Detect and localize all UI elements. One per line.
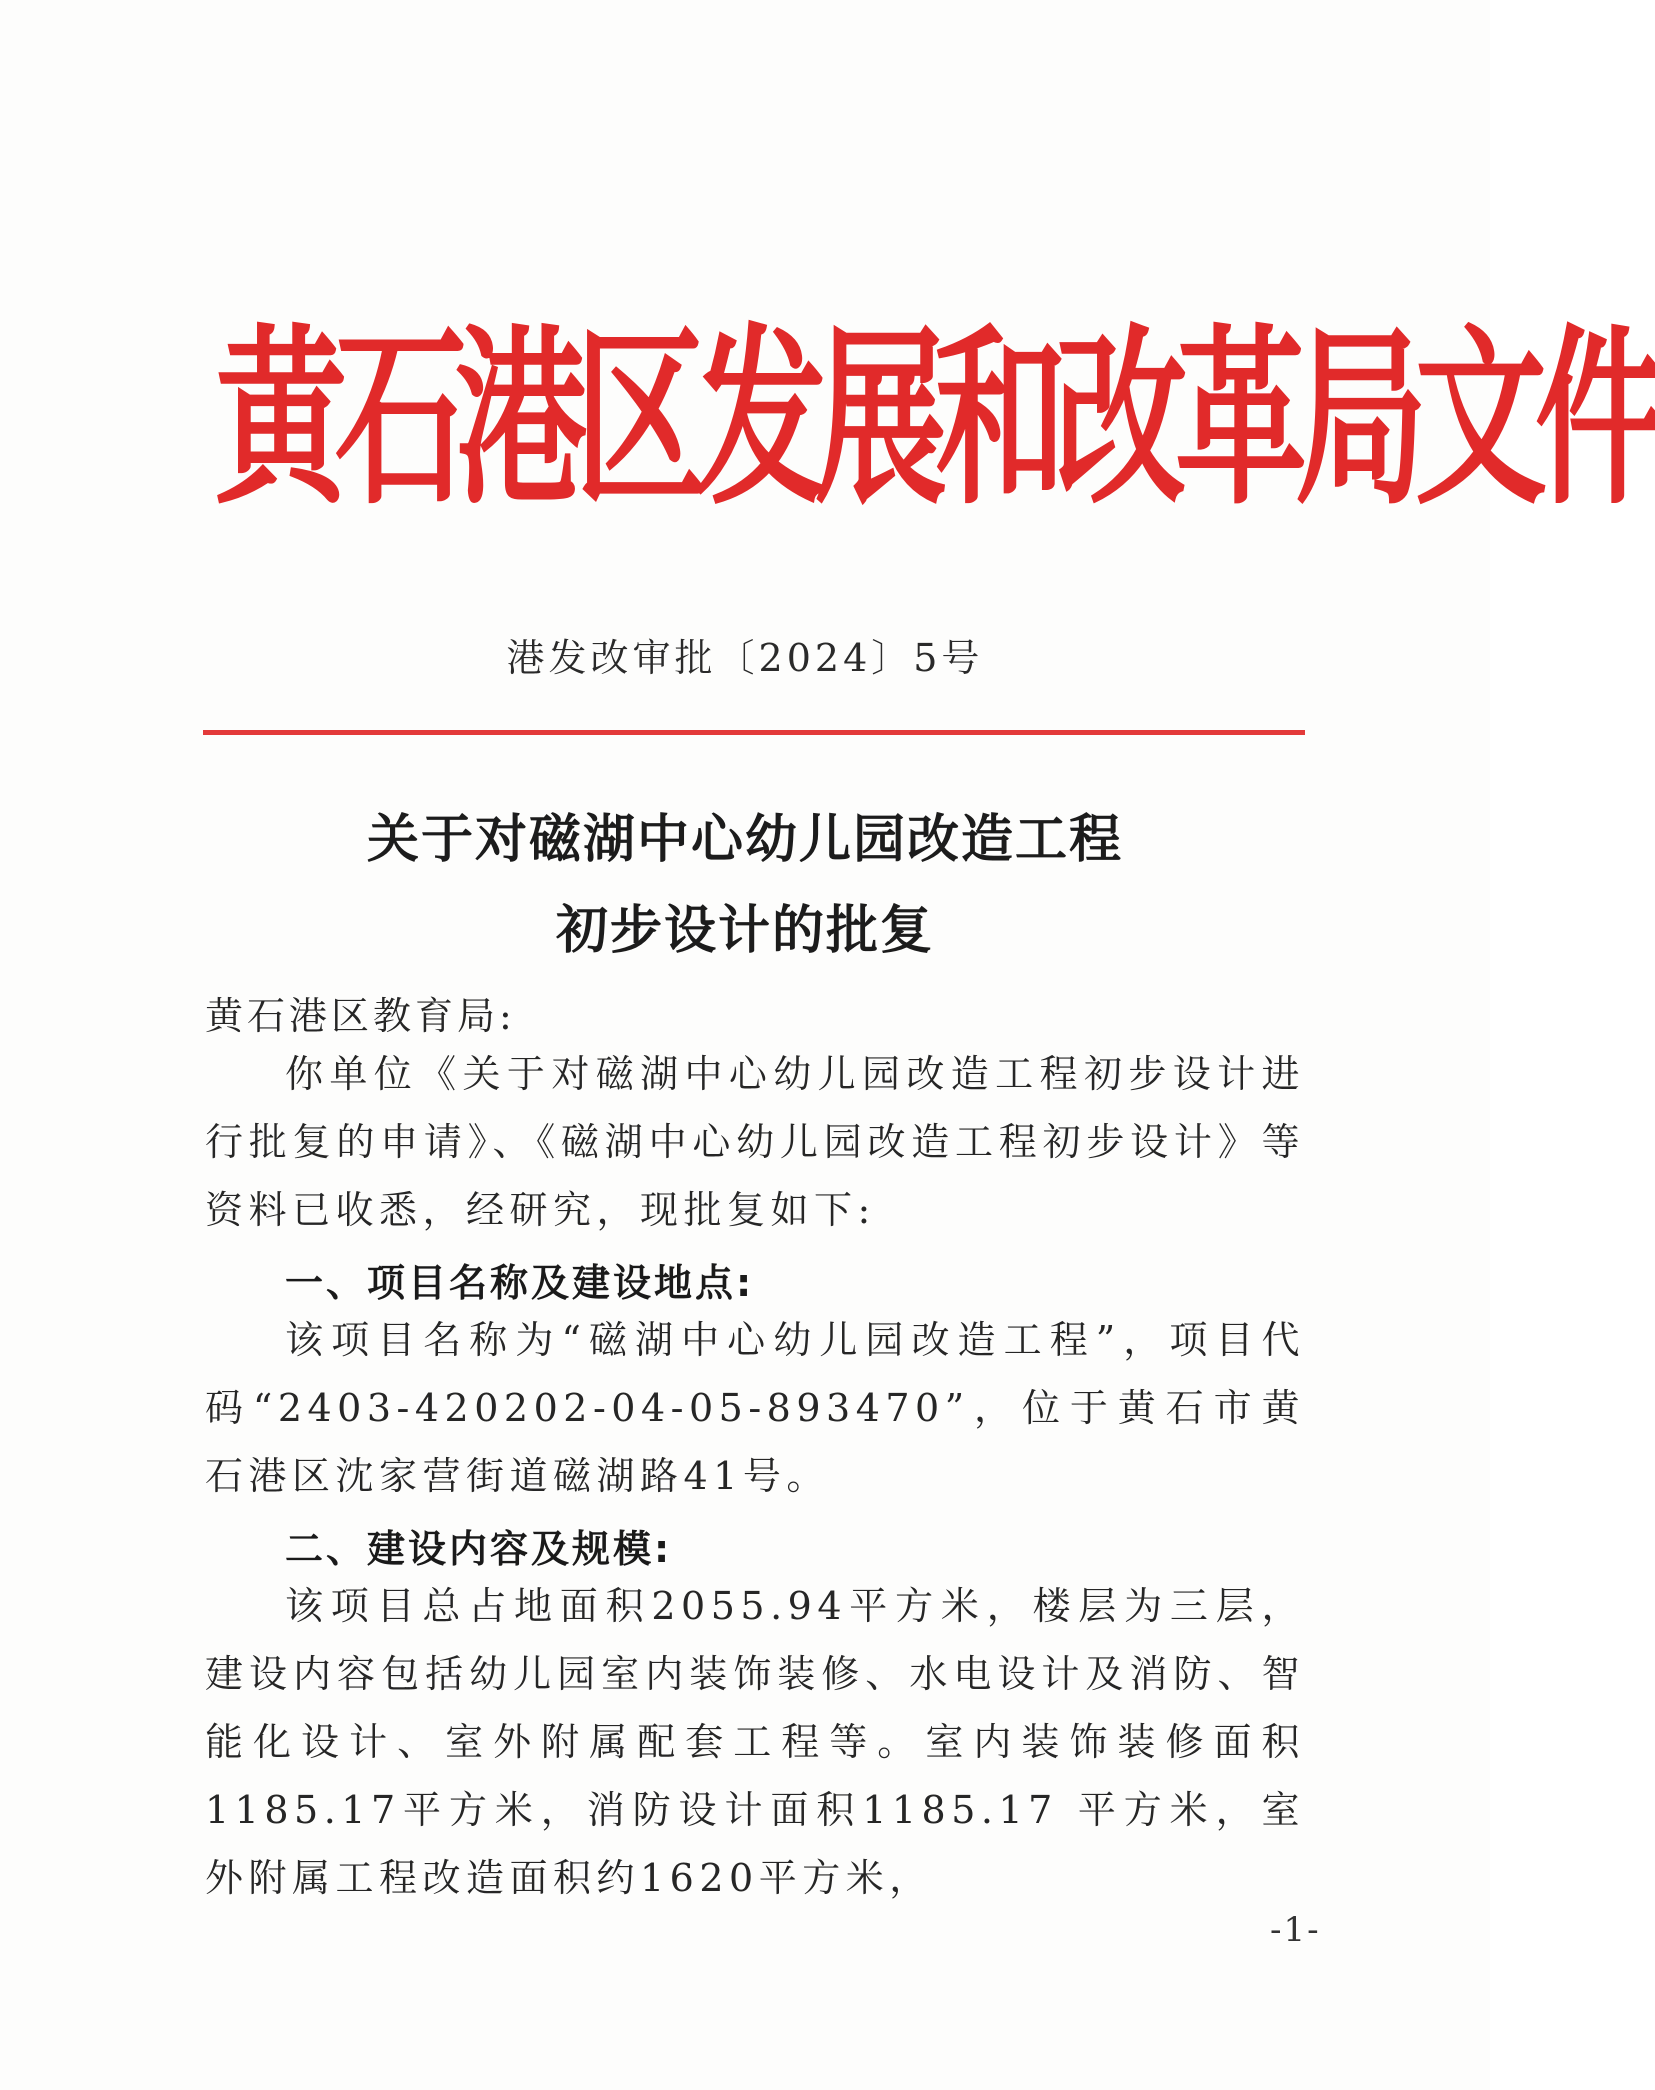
section-text-2: 该项目总占地面积2055.94平方米，楼层为三层，建设内容包括幼儿园室内装饰装修、水电设计及消防、智能化设计、室外附属配套工程等。室内装饰装修面积1185.17平方米，消防设计面积1185.17 平方米，室外附属工程改造面积约1620平方米， [205,1584,1305,1900]
red-divider-line [203,730,1305,735]
section-heading-2: 二、建设内容及规模: [285,1527,673,1571]
agency-red-header: 黄石港区发展和改革局文件 [215,308,1655,532]
intro-paragraph: 你单位《关于对磁湖中心幼儿园改造工程初步设计进行批复的申请》、《磁湖中心幼儿园改造工程初步设计》等资料已收悉，经研究，现批复如下: [205,1052,1305,1232]
section-heading-1: 一、项目名称及建设地点: [285,1261,755,1305]
document-number: 港发改审批〔2024〕5号 [506,636,984,680]
section-text-1: 该项目名称为“磁湖中心幼儿园改造工程”，项目代码“2403-420202-04-05-893470”，位于黄石市黄石港区沈家营街道磁湖路41号。 [205,1318,1305,1498]
document-title-line-2: 初步设计的批复 [555,900,934,961]
recipient: 黄石港区教育局: [205,994,516,1038]
document-title-line-1: 关于对磁湖中心幼儿园改造工程 [366,809,1123,870]
page-number: -1- [1270,1910,1321,1950]
